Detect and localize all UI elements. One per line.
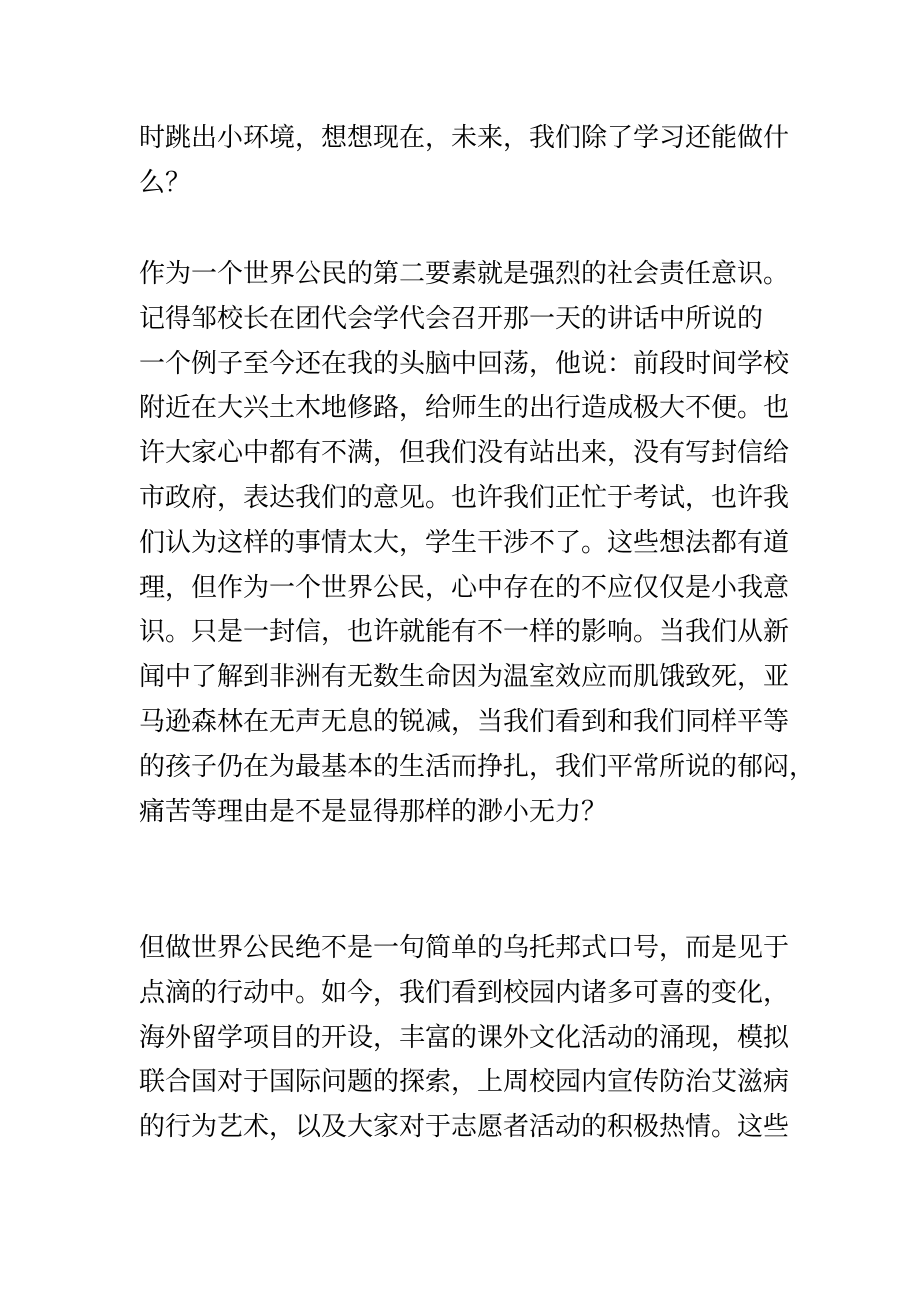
paragraph-line: 的行为艺术，以及大家对于志愿者活动的积极热情。这些 xyxy=(139,1112,790,1143)
paragraph-line: 市政府，表达我们的意见。也许我们正忙于考试，也许我 xyxy=(139,482,790,513)
paragraph-line: 们认为这样的事情太大，学生干涉不了。这些想法都有道 xyxy=(139,527,790,558)
paragraph-line: 理，但作为一个世界公民，心中存在的不应仅仅是小我意 xyxy=(139,572,790,603)
paragraph-line: 时跳出小环境，想想现在，未来，我们除了学习还能做什 xyxy=(139,123,790,153)
paragraph-line: 联合国对于国际问题的探索，上周校园内宣传防治艾滋病 xyxy=(139,1067,790,1098)
paragraph-line: 记得邹校长在团代会学代会召开那一天的讲话中所说的 xyxy=(139,303,764,334)
paragraph-line: 海外留学项目的开设，丰富的课外文化活动的涌现，模拟 xyxy=(139,1022,790,1053)
paragraph-2 xyxy=(139,252,816,834)
paragraph-line: 么？ xyxy=(139,167,192,198)
paragraph-line: 附近在大兴土木地修路，给师生的出行造成极大不便。也 xyxy=(139,393,790,424)
paragraph-line: 的孩子仍在为最基本的生活而挣扎，我们平常所说的郁闷， xyxy=(139,751,816,782)
paragraph-1 xyxy=(139,116,811,206)
paragraph-line: 但做世界公民绝不是一句简单的乌托邦式口号，而是见于 xyxy=(139,933,790,963)
paragraph-line: 闻中了解到非洲有无数生命因为温室效应而肌饿致死，亚 xyxy=(139,662,790,693)
paragraph-line: 识。只是一封信，也许就能有不一样的影响。当我们从新 xyxy=(139,617,790,648)
paragraph-3 xyxy=(139,926,811,1150)
paragraph-line: 作为一个世界公民的第二要素就是强烈的社会责任意识。 xyxy=(139,259,790,289)
paragraph-line: 痛苦等理由是不是显得那样的渺小无力？ xyxy=(139,796,608,827)
paragraph-line: 马逊森林在无声无息的锐减，当我们看到和我们同样平等 xyxy=(139,706,790,737)
paragraph-line: 许大家心中都有不满，但我们没有站出来，没有写封信给 xyxy=(139,438,790,469)
paragraph-line: 点滴的行动中。如今，我们看到校园内诸多可喜的变化， xyxy=(139,977,790,1008)
paragraph-line: 一个例子至今还在我的头脑中回荡，他说：前段时间学校 xyxy=(139,348,790,379)
